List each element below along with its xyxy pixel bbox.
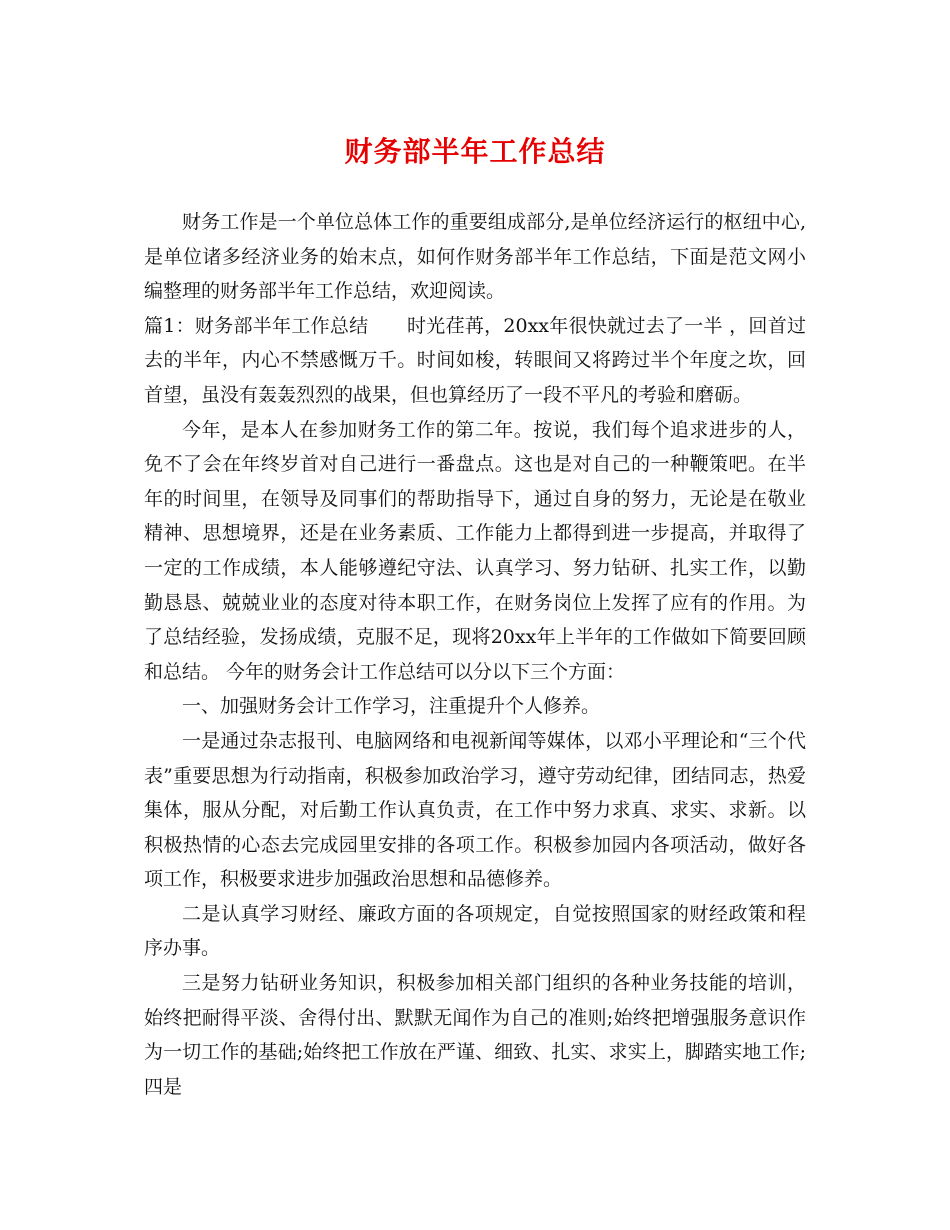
paragraph-point-1: 一是通过杂志报刊、电脑网络和电视新闻等媒体，以邓小平理论和“三个代表”重要思想为行动指南，积极参加政治学习，遵守劳动纪律，团结同志，热爱集体，服从分配，对后勤工作认真负责，在工作中努力求真、求实、求新。以积极热情的心态去完成园里安排的各项工作。积极参加园内各项活动，做好各项工作，积极要求进步加强政治思想和品德修养。 [144, 729, 806, 891]
paragraph-this-year: 今年，是本人在参加财务工作的第二年。按说，我们每个追求进步的人，免不了会在年终岁首对自己进行一番盘点。这也是对自己的一种鞭策吧。在半年的时间里，在领导及同事们的帮助指导下，通过自身的努力，无论是在敬业精神、思想境界，还是在业务素质、工作能力上都得到进一步提高，并取得了一定的工作成绩，本人能够遵纪守法、认真学习、努力钻研、扎实工作，以勤勤恳恳、兢兢业业的态度对待本职工作，在财务岗位上发挥了应有的作用。为了总结经验，发扬成绩，克服不足，现将20xx年上半年的工作做如下简要回顾和总结。 今年的财务会计工作总结可以分以下三个方面： [144, 418, 806, 683]
document-body [144, 205, 806, 1104]
section-heading-1: 一、加强财务会计工作学习，注重提升个人修养。 [182, 695, 601, 718]
paragraph-chapter-1: 篇1：财务部半年工作总结 时光荏苒，20xx年很快就过去了一半 ，回首过去的半年，内心不禁感慨万千。时间如梭，转眼间又将跨过半个年度之坎，回首望，虽没有轰轰烈烈的战果，但也算经历了一段不平凡的考验和磨砺。 [144, 314, 806, 406]
document-title: 财务部半年工作总结 [344, 135, 606, 168]
paragraph-point-2: 二是认真学习财经、廉政方面的各项规定，自觉按照国家的财经政策和程序办事。 [144, 902, 806, 960]
paragraph-intro: 财务工作是一个单位总体工作的重要组成部分,是单位经济运行的枢纽中心,是单位诸多经济业务的始末点，如何作财务部半年工作总结，下面是范文网小编整理的财务部半年工作总结，欢迎阅读。 [144, 211, 806, 303]
paragraph-point-3: 三是努力钻研业务知识，积极参加相关部门组织的各种业务技能的培训，始终把耐得平淡、舍得付出、默默无闻作为自己的准则;始终把增强服务意识作为一切工作的基础;始终把工作放在严谨、细致、扎实、求实上，脚踏实地工作;四是 [144, 972, 806, 1098]
